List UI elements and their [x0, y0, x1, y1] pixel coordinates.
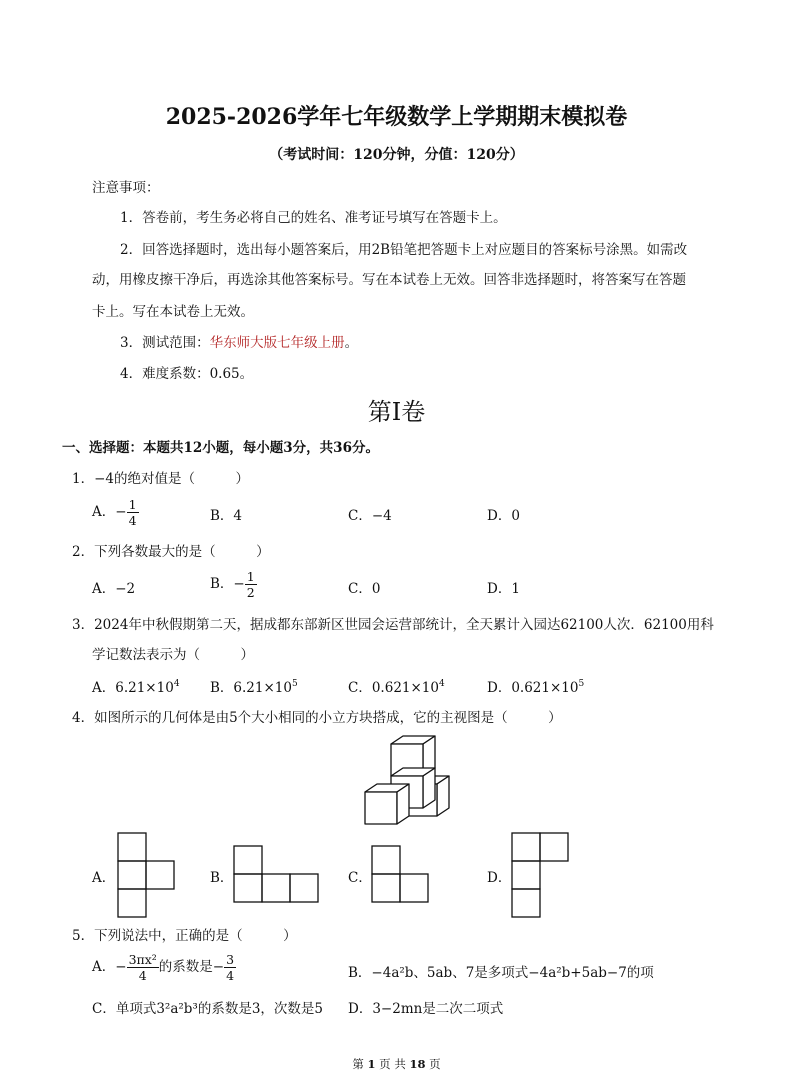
q2-b-denominator: 2	[246, 585, 255, 600]
q2-b-fraction	[245, 569, 257, 600]
q5-a-middle-text: 的系数是	[158, 959, 213, 975]
q5-option-d: D．3−2mn是二次二项式	[348, 1001, 504, 1017]
footer-total-pages: 18	[409, 1057, 426, 1071]
q5-option-b: B．−4a²b、5ab、7是多项式−4a²b+5ab−7的项	[348, 965, 654, 981]
q3-option-c	[348, 676, 445, 696]
note-item-3-prefix: 3．测试范围：	[120, 335, 210, 351]
q4-option-b-label: B．	[210, 870, 234, 886]
q4-option-d-figure	[511, 832, 571, 918]
part1-heading: 一、选择题：本题共12小题，每小题3分，共36分。	[62, 440, 379, 456]
q1-a-denominator: 4	[128, 513, 137, 528]
q3-c-base: 0.621×10	[371, 680, 439, 696]
q1-a-numerator: 1	[128, 497, 137, 512]
notes-heading: 注意事项：	[92, 180, 160, 196]
note-item-3-suffix: 。	[344, 335, 359, 351]
q5-a-numerator-2: 3	[226, 952, 235, 967]
q1-option-d: D．0	[487, 508, 520, 524]
q1-option-b: B．4	[210, 508, 243, 524]
footer-suffix: 页	[429, 1057, 441, 1071]
q4-option-a-figure	[117, 832, 175, 918]
section-title: 第Ⅰ卷	[367, 398, 426, 426]
q3-a-base: 6.21×10	[115, 680, 174, 696]
q2-option-a: A．−2	[92, 581, 136, 597]
q2-option-d: D．1	[487, 581, 520, 597]
q3-d-label: D．	[487, 680, 512, 696]
q4-option-a-label: A．	[92, 870, 116, 886]
q3-b-exponent: 5	[291, 679, 298, 689]
q1-option-c: C．−4	[348, 508, 392, 524]
footer-prefix: 第	[352, 1057, 364, 1071]
q2-option-b	[210, 569, 257, 600]
q4-cube-solid-figure	[355, 732, 465, 832]
note-item-3	[120, 331, 358, 351]
q2-stem: 2．下列各数最大的是（ ）	[72, 544, 270, 560]
footer-middle: 页 共	[379, 1057, 406, 1071]
q5-a-numerator-1: 3πx²	[128, 952, 157, 967]
q2-b-label: B．	[210, 576, 234, 592]
q4-option-b-figure	[233, 845, 321, 903]
q3-c-exponent: 4	[438, 679, 445, 689]
q5-a-denominator-2: 4	[226, 968, 235, 983]
q5-option-a	[92, 952, 236, 983]
q3-d-exponent: 5	[578, 679, 585, 689]
q1-a-sign: −	[115, 504, 127, 520]
q3-b-base: 6.21×10	[233, 680, 292, 696]
note-item-2-line2: 动，用橡皮擦干净后，再选涂其他答案标号。写在本试卷上无效。回答非选择题时，将答案写在答题	[92, 272, 686, 288]
q3-option-a	[92, 676, 180, 696]
q5-a-sign-2: −	[212, 959, 225, 975]
q3-stem-line1: 3．2024年中秋假期第二天，据成都东部新区世园会运营部统计，全天累计入园达62100人次．62100用科	[72, 617, 714, 633]
q5-a-fraction-2	[224, 952, 236, 983]
q1-a-label: A．	[92, 504, 116, 520]
q3-option-d	[487, 676, 584, 696]
note-item-4: 4．难度系数：0.65。	[120, 366, 254, 382]
q1-option-a	[92, 497, 139, 528]
q5-stem: 5．下列说法中，正确的是（ ）	[72, 928, 297, 944]
q4-option-c-label: C．	[348, 870, 372, 886]
q3-b-label: B．	[210, 680, 234, 696]
q3-a-exponent: 4	[173, 679, 180, 689]
note-item-2-line3: 卡上。写在本试卷上无效。	[92, 304, 254, 320]
q4-option-c-figure	[371, 845, 431, 903]
q3-d-base: 0.621×10	[511, 680, 579, 696]
footer-page-number: 1	[367, 1057, 376, 1071]
q4-stem: 4．如图所示的几何体是由5个大小相同的小立方块搭成，它的主视图是（ ）	[72, 710, 562, 726]
q2-b-sign: −	[233, 576, 245, 592]
q2-option-c: C．0	[348, 581, 381, 597]
q3-a-label: A．	[92, 680, 116, 696]
q3-stem-line2: 学记数法表示为（ ）	[92, 647, 254, 663]
note-item-2-line1: 2．回答选择题时，选出每小题答案后，用2B铅笔把答题卡上对应题目的答案标号涂黑。如需改	[120, 242, 688, 258]
test-scope: 华东师大版七年级上册	[209, 335, 345, 351]
q3-option-b	[210, 676, 298, 696]
note-item-1: 1．答卷前，考生务必将自己的姓名、准考证号填写在答题卡上。	[120, 210, 507, 226]
exam-subtitle: （考试时间：120分钟，分值：120分）	[269, 147, 524, 163]
q5-a-fraction-1	[127, 952, 159, 983]
q1-stem: 1．−4的绝对值是（ ）	[72, 471, 249, 487]
q5-a-sign: −	[115, 959, 127, 975]
q1-a-fraction	[127, 497, 139, 528]
q5-a-label: A．	[92, 959, 116, 975]
page-footer	[0, 1056, 793, 1072]
exam-title: 2025-2026学年七年级数学上学期期末模拟卷	[165, 104, 628, 130]
q4-option-d-label: D．	[487, 870, 512, 886]
q3-c-label: C．	[348, 680, 372, 696]
q5-option-c: C．单项式3²a²b³的系数是3，次数是5	[92, 1001, 324, 1017]
q5-a-denominator-1: 4	[138, 968, 147, 983]
q2-b-numerator: 1	[246, 569, 255, 584]
